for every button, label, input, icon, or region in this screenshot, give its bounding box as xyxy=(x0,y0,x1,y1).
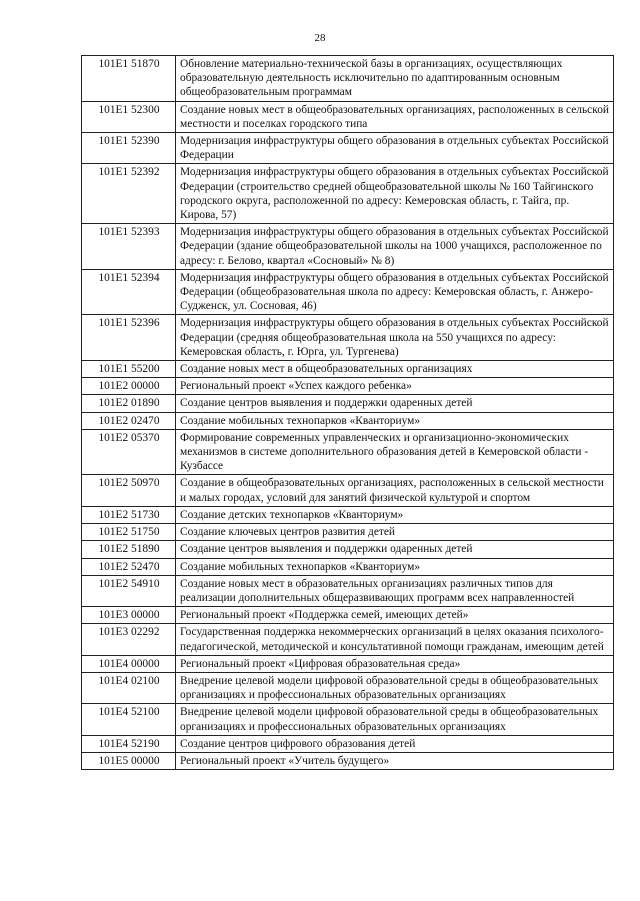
row-description: Модернизация инфраструктуры общего образования в отдельных субъектах Российской Федерации xyxy=(176,133,614,164)
table-row xyxy=(82,395,614,412)
row-description: Создание новых мест в образовательных организациях различных типов для реализации дополнительных общеразвивающих программ всех направленностей xyxy=(176,575,614,606)
row-description: Создание ключевых центров развития детей xyxy=(176,524,614,541)
table-row xyxy=(82,704,614,735)
row-code: 101E4 52100 xyxy=(82,704,176,735)
table-row xyxy=(82,735,614,752)
table-row xyxy=(82,269,614,315)
row-code: 101E1 52393 xyxy=(82,224,176,270)
row-description: Создание детских технопарков «Кванториум» xyxy=(176,506,614,523)
budget-codes-table xyxy=(81,55,614,770)
row-description: Модернизация инфраструктуры общего образования в отдельных субъектах Российской Федерации (средняя общеобразовательная школа на 550 учащихся по адресу: Кемеровская область, г. Юрга, ул. Тургенева) xyxy=(176,315,614,361)
table-row xyxy=(82,541,614,558)
table-row xyxy=(82,672,614,703)
row-description: Региональный проект «Учитель будущего» xyxy=(176,752,614,769)
row-code: 101E4 00000 xyxy=(82,655,176,672)
table-row xyxy=(82,164,614,224)
row-description: Создание центров выявления и поддержки одаренных детей xyxy=(176,395,614,412)
table-row xyxy=(82,607,614,624)
row-description: Модернизация инфраструктуры общего образования в отдельных субъектах Российской Федерации (строительство средней общеобразовательной школы № 160 Тайгинского городского округа, расположенной по адресу: Кемеровская область, г. Тайга, пр. Кирова, 57) xyxy=(176,164,614,224)
row-description: Создание мобильных технопарков «Кванториум» xyxy=(176,558,614,575)
row-description: Формирование современных управленческих и организационно-экономических механизмов в системе дополнительного образования детей в Кемеровской области - Кузбассе xyxy=(176,429,614,475)
row-code: 101E2 51890 xyxy=(82,541,176,558)
table-row xyxy=(82,315,614,361)
row-code: 101E3 00000 xyxy=(82,607,176,624)
table-row xyxy=(82,524,614,541)
row-code: 101E1 52300 xyxy=(82,101,176,132)
table-row xyxy=(82,133,614,164)
row-description: Модернизация инфраструктуры общего образования в отдельных субъектах Российской Федерации (общеобразовательная школа по адресу: Кемеровская область, г. Анжеро-Судженск, ул. Сосновая, 46) xyxy=(176,269,614,315)
row-description: Создание мобильных технопарков «Кванториум» xyxy=(176,412,614,429)
table-row xyxy=(82,752,614,769)
row-code: 101E1 55200 xyxy=(82,361,176,378)
row-description: Создание центров цифрового образования детей xyxy=(176,735,614,752)
table-row xyxy=(82,224,614,270)
table-row xyxy=(82,412,614,429)
row-description: Региональный проект «Цифровая образовательная среда» xyxy=(176,655,614,672)
table-row xyxy=(82,361,614,378)
row-description: Создание центров выявления и поддержки одаренных детей xyxy=(176,541,614,558)
table-row xyxy=(82,475,614,506)
row-code: 101E1 52392 xyxy=(82,164,176,224)
table-row xyxy=(82,429,614,475)
row-code: 101E2 02470 xyxy=(82,412,176,429)
table-row xyxy=(82,655,614,672)
row-code: 101E1 52396 xyxy=(82,315,176,361)
row-code: 101E1 52394 xyxy=(82,269,176,315)
row-description: Региональный проект «Поддержка семей, имеющих детей» xyxy=(176,607,614,624)
row-description: Внедрение целевой модели цифровой образовательной среды в общеобразовательных организациях и профессиональных образовательных организациях xyxy=(176,672,614,703)
row-code: 101E2 01890 xyxy=(82,395,176,412)
table-body xyxy=(82,56,614,770)
row-code: 101E2 51730 xyxy=(82,506,176,523)
row-code: 101E4 52190 xyxy=(82,735,176,752)
page-number: 28 xyxy=(314,32,326,44)
table-row xyxy=(82,101,614,132)
table-row xyxy=(82,575,614,606)
row-description: Создание новых мест в общеобразовательных организациях, расположенных в сельской местности и поселках городского типа xyxy=(176,101,614,132)
row-description: Создание новых мест в общеобразовательных организациях xyxy=(176,361,614,378)
row-description: Обновление материально-технической базы в организациях, осуществляющих образовательную деятельность исключительно по адаптированным основным общеобразовательным программам xyxy=(176,56,614,102)
row-code: 101E2 05370 xyxy=(82,429,176,475)
row-description: Создание в общеобразовательных организациях, расположенных в сельской местности и малых городах, условий для занятий физической культурой и спортом xyxy=(176,475,614,506)
table-row xyxy=(82,506,614,523)
row-description: Государственная поддержка некоммерческих организаций в целях оказания психолого-педагогической, методической и консультативной помощи гражданам, имеющим детей xyxy=(176,624,614,655)
row-code: 101E1 52390 xyxy=(82,133,176,164)
row-code: 101E2 52470 xyxy=(82,558,176,575)
table-row xyxy=(82,56,614,102)
table-row xyxy=(82,624,614,655)
row-code: 101E2 51750 xyxy=(82,524,176,541)
row-code: 101E5 00000 xyxy=(82,752,176,769)
row-code: 101E2 00000 xyxy=(82,378,176,395)
table-row xyxy=(82,558,614,575)
row-code: 101E2 54910 xyxy=(82,575,176,606)
row-code: 101E3 02292 xyxy=(82,624,176,655)
row-description: Региональный проект «Успех каждого ребенка» xyxy=(176,378,614,395)
row-code: 101E2 50970 xyxy=(82,475,176,506)
table-row xyxy=(82,378,614,395)
row-code: 101E4 02100 xyxy=(82,672,176,703)
row-description: Внедрение целевой модели цифровой образовательной среды в общеобразовательных организациях и профессиональных образовательных организациях xyxy=(176,704,614,735)
row-description: Модернизация инфраструктуры общего образования в отдельных субъектах Российской Федерации (здание общеобразовательной школы на 1000 учащихся, расположенное по адресу: г. Белово, квартал «Сосновый» № 8) xyxy=(176,224,614,270)
row-code: 101E1 51870 xyxy=(82,56,176,102)
